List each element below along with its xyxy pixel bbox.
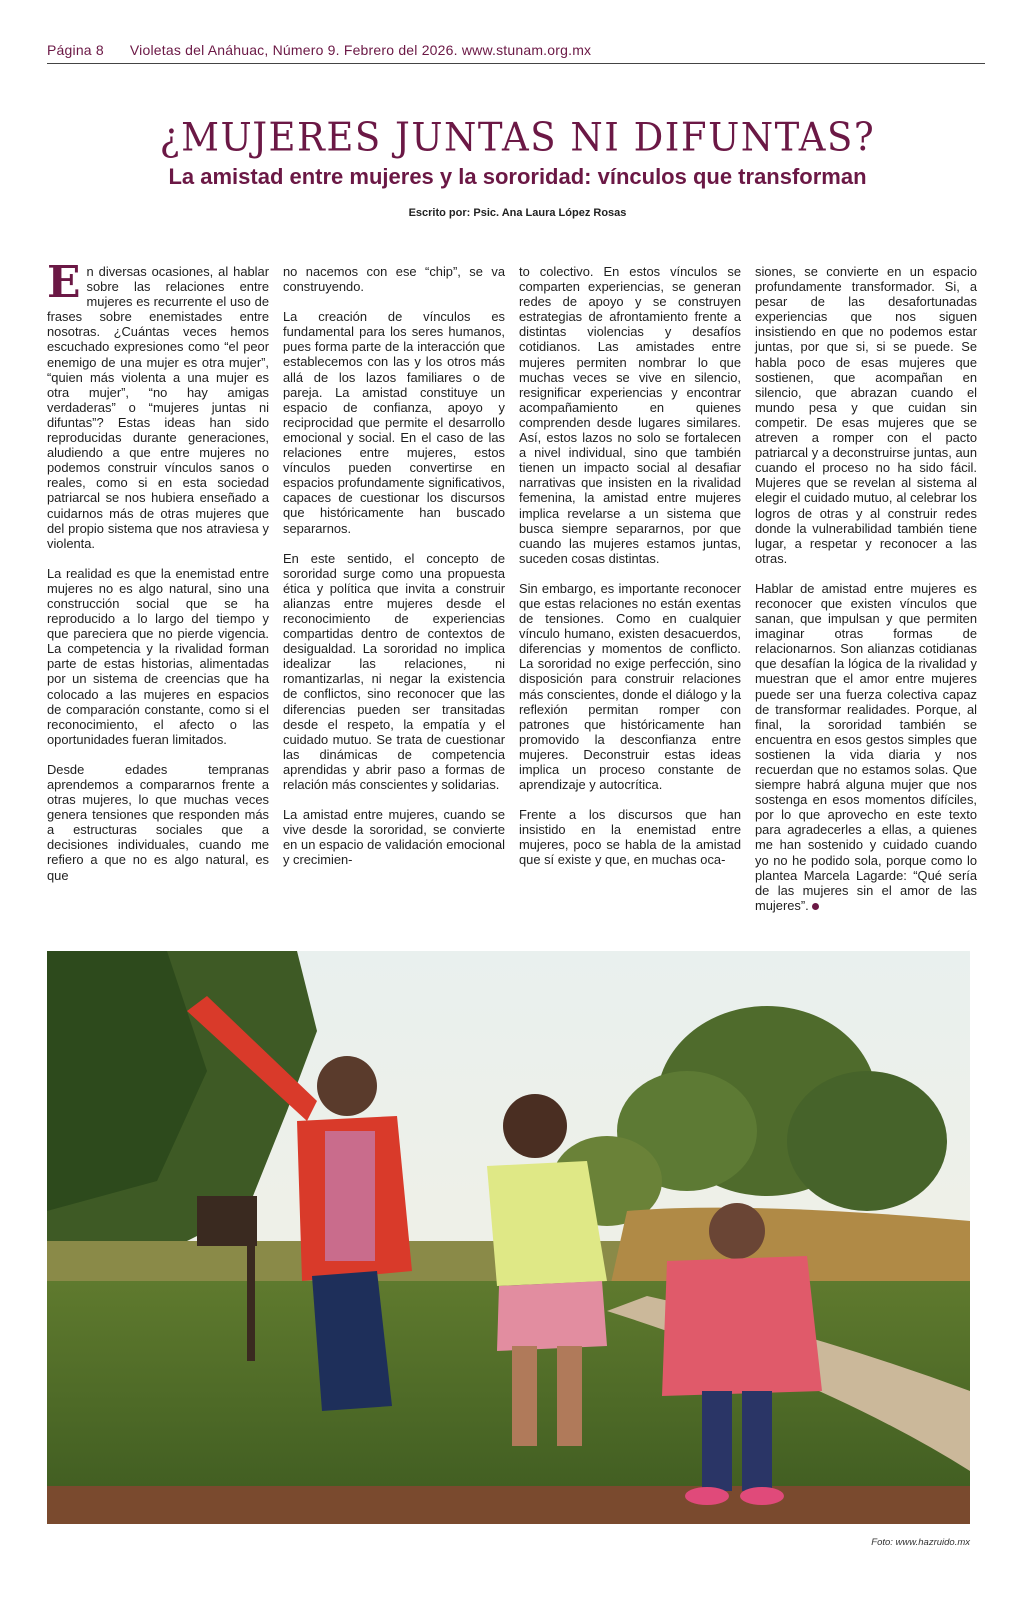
article-byline: Escrito por: Psic. Ana Laura López Rosas (408, 207, 627, 219)
paragraph: La realidad es que la enemistad entre mujeres no es algo natural, sino una construcción social que se ha reproducido a lo largo del tiempo y que pareciera que no pierde vigencia. La competencia y la rivalidad forman parte de estas historias, alimentadas por un sistema de creencias que ha colocado a las mujeres en espacios de comparación constante, como si el reconocimiento, el afecto o las oportunidades fueran limitados. (47, 565, 269, 747)
paragraph (755, 581, 977, 913)
photo-illustration (47, 951, 970, 1524)
photo-credit: Foto: www.hazruido.mx (871, 1537, 970, 1548)
paragraph: Frente a los discursos que han insistido en la enemistad entre mujeres, poco se habla de la amistad que sí existe y que, en muchas oca- (519, 807, 741, 868)
text-column-1 (47, 257, 269, 898)
paragraph: Desde edades tempranas aprendemos a compararnos frente a otras mujeres, lo que muchas veces genera tensiones que responden más a estructuras sociales que a decisiones individuales, cuando me refiero a que no es algo natural, es que (47, 761, 269, 883)
article-subtitle: La amistad entre mujeres y la sororidad: vínculos que transforman (168, 164, 867, 189)
publication-info: Violetas del Anáhuac, Número 9. Febrero del 2026. www.stunam.org.mx (129, 42, 592, 58)
text-column-4 (755, 264, 977, 928)
paragraph: no nacemos con ese “chip”, se va construyendo. (283, 264, 505, 295)
paragraph: siones, se convierte en un espacio profundamente transformador. Si, a pesar de las desafortunadas experiencias que nos siguen insistiendo en que no podemos estar juntas, por que si, si se puede. Se habla poco de esas mujeres que sostienen, que acompañan en silencio, que abrazan cuando el mundo pesa y que cuidan sin competir. De esas mujeres que se atreven a romper con el pacto patriarcal y a deconstruirse juntas, aun cuando el proceso no ha sido fácil. Mujeres que se revelan al sistema al elegir el cuidado mutuo, al celebrar los logros de otras y al construir redes donde la vulnerabilidad también tiene lugar, a respetar y reconocer a las otras. (755, 264, 977, 566)
paragraph-text: Hablar de amistad entre mujeres es reconocer que existen vínculos que sanan, que impulsan y que permiten imaginar otras formas de relacionarnos. Son alianzas cotidianas que desafían la lógica de la rivalidad y muestran que el amor entre mujeres puede ser una fuerza colectiva capaz de transformar realidades. Porque, al final, la sororidad también se encuentra en esos gestos simples que sostienen la vida diaria y nos recuerdan que no estamos solas. Que siempre habrá alguna mujer que nos sostenga en esos momentos difíciles, por lo que aprovecho en este texto para agradecerles a ellas, a quienes me han sostenido y cuidado cuando yo no he podido sola, porque como lo plantea Marcela Lagarde: “Qué sería de las mujeres sin el amor de las mujeres”. (755, 580, 977, 913)
article-photo (47, 951, 970, 1524)
article-title: ¿MUJERES JUNTAS NI DIFUNTAS? (159, 114, 876, 161)
paragraph-text: n diversas ocasiones, al hablar sobre las relaciones entre mujeres es recurrente el uso de frases sobre enemistades entre nosotras. ¿Cuántas veces hemos escuchado expresiones como “el peor enemigo de una mujer es otra mujer”, “quien más violenta a una mujer es otra mujer”, “no hay amigas verdaderas” o “mujeres juntas ni difuntas”? Estas ideas han sido reproducidas durante generaciones, aludiendo a que entre mujeres no podemos construir vínculos sanos o reales, como si en esta sociedad patriarcal se nos hubiera enseñado a cuidarnos más de otras mujeres que del propio sistema que nos atraviesa y violenta. (47, 264, 269, 551)
header-divider (47, 63, 985, 64)
paragraph: to colectivo. En estos vínculos se comparten experiencias, se generan redes de apoyo y se construyen estrategias de afrontamiento frente a distintas violencias y desafíos cotidianos. Las amistades entre mujeres permiten nombrar lo que muchas veces se vive en silencio, resignificar experiencias y encontrar acompañamiento en quienes comprenden desde lugares similares. Así, estos lazos no solo se fortalecen a nivel individual, sino que también tienen un impacto social al desafiar narrativas que insisten en la rivalidad femenina, la amistad entre mujeres implica revelarse a un sistema que busca siempre separarnos, por que cuando las mujeres estamos juntas, suceden cosas distintas. (519, 264, 741, 566)
drop-cap: E (47, 257, 81, 308)
paragraph (47, 257, 269, 551)
page-header (47, 42, 985, 58)
text-column-3 (519, 264, 741, 883)
paragraph: Sin embargo, es importante reconocer que estas relaciones no están exentas de tensiones. Como en cualquier vínculo humano, existen desacuerdos, diferencias y momentos de conflicto. La sororidad no exige perfección, sino disposición para construir relaciones más conscientes, donde el diálogo y la reflexión permitan romper con patrones que históricamente han promovido la desconfianza entre mujeres. Deconstruir estas ideas implica un proceso constante de aprendizaje y autocrítica. (519, 580, 741, 793)
paragraph: En este sentido, el concepto de sororidad surge como una propuesta ética y política que invita a construir alianzas entre mujeres desde el reconocimiento de experiencias compartidas dentro de contextos de desigualdad. La sororidad no implica idealizar las relaciones, ni romantizarlas, ni negar la existencia de conflictos, sino reconocer que las diferencias pueden ser transitadas desde el respeto, la empatía y el cuidado mutuo. Se trata de cuestionar las dinámicas de competencia aprendidas y abrir paso a formas de relación más conscientes y solidarias. (283, 550, 505, 792)
paragraph: La creación de vínculos es fundamental para los seres humanos, pues forma parte de la interacción que establecemos con las y los otros más allá de los lazos familiares o de pareja. La amistad constituye un espacio de confianza, apoyo y reciprocidad que permite el desarrollo emocional y social. En el caso de las relaciones entre mujeres, estos vínculos pueden convertirse en espacios profundamente significativos, capaces de cuestionar los discursos que históricamente han buscado separarnos. (283, 309, 505, 536)
text-column-2 (283, 264, 505, 882)
paragraph: La amistad entre mujeres, cuando se vive desde la sororidad, se convierte en un espacio de validación emocional y crecimien- (283, 807, 505, 868)
end-mark-icon (812, 903, 819, 910)
page-number: Página 8 (47, 42, 104, 58)
